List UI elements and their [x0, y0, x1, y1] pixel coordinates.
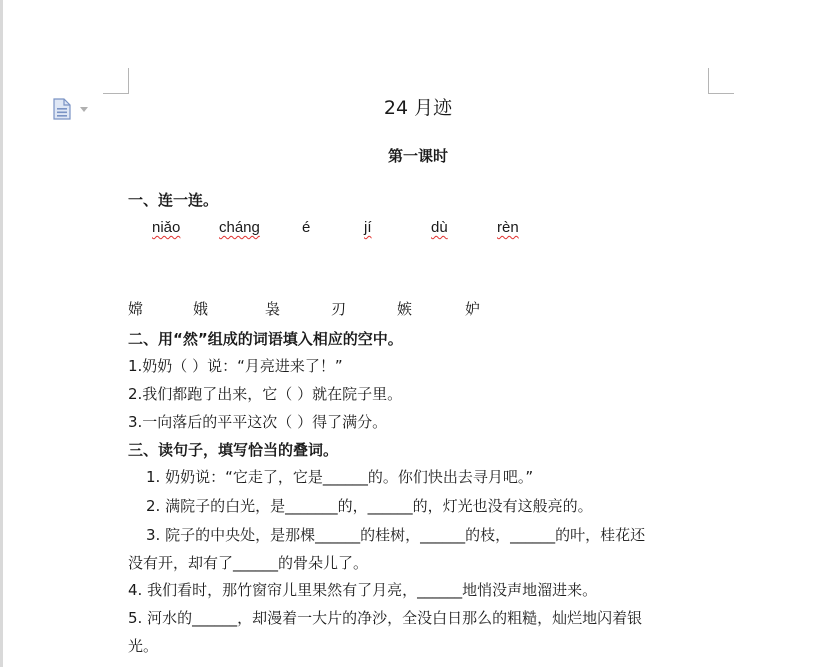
char-3: 袅 — [265, 300, 281, 318]
char-2: 娥 — [193, 300, 209, 318]
char-5: 嫉 — [397, 300, 413, 318]
pinyin-3: é — [302, 219, 311, 236]
char-1: 嫦 — [128, 300, 144, 318]
pinyin-4: jí — [364, 219, 372, 236]
section3-item-3-cont: 没有开，却有了______的骨朵儿了。 — [128, 554, 369, 572]
section3-item-4: 4. 我们看时，那竹窗帘儿里果然有了月亮，______地悄没声地溜进来。 — [128, 581, 598, 599]
crop-mark-top-right-h — [708, 93, 734, 94]
crop-mark-top-right — [708, 68, 709, 94]
char-6: 妒 — [465, 300, 481, 318]
page-subtitle: 第一课时 — [387, 147, 448, 165]
section3-item-3: 3. 院子的中央处，是那棵______的桂树，______的枝，______的叶，桂花还 — [146, 526, 646, 544]
section3-item-2: 2. 满院子的白光，是_______的，______的，灯光也没有这般亮的。 — [146, 497, 593, 515]
section2-item-1: 1.奶奶（ ）说：“月亮进来了！” — [128, 357, 343, 375]
section3-item-1: 1. 奶奶说：“它走了，它是______的。你们快出去寻月吧。” — [146, 468, 534, 486]
crop-mark-top-left-h — [103, 93, 129, 94]
pinyin-2: cháng — [219, 219, 260, 236]
section3-heading: 三、读句子，填写恰当的叠词。 — [128, 441, 339, 459]
section2-item-2: 2.我们都跑了出来，它（ ）就在院子里。 — [128, 385, 403, 403]
char-4: 刃 — [331, 300, 347, 318]
section2-heading: 二、用“然”组成的词语填入相应的空中。 — [128, 330, 403, 348]
pinyin-5: dù — [431, 219, 448, 236]
section3-item-5-cont: 光。 — [128, 637, 159, 655]
crop-mark-top-left — [128, 68, 129, 94]
pinyin-6: rèn — [497, 219, 519, 236]
section2-item-3: 3.一向落后的平平这次（ ）得了满分。 — [128, 413, 388, 431]
section3-item-5: 5. 河水的______，却漫着一大片的净沙，全没白日那么的粗糙，灿烂地闪着银 — [128, 609, 643, 627]
section1-heading: 一、连一连。 — [128, 191, 219, 209]
page-title: 24 月迹 — [383, 97, 453, 119]
pinyin-1: niǎo — [152, 219, 181, 236]
